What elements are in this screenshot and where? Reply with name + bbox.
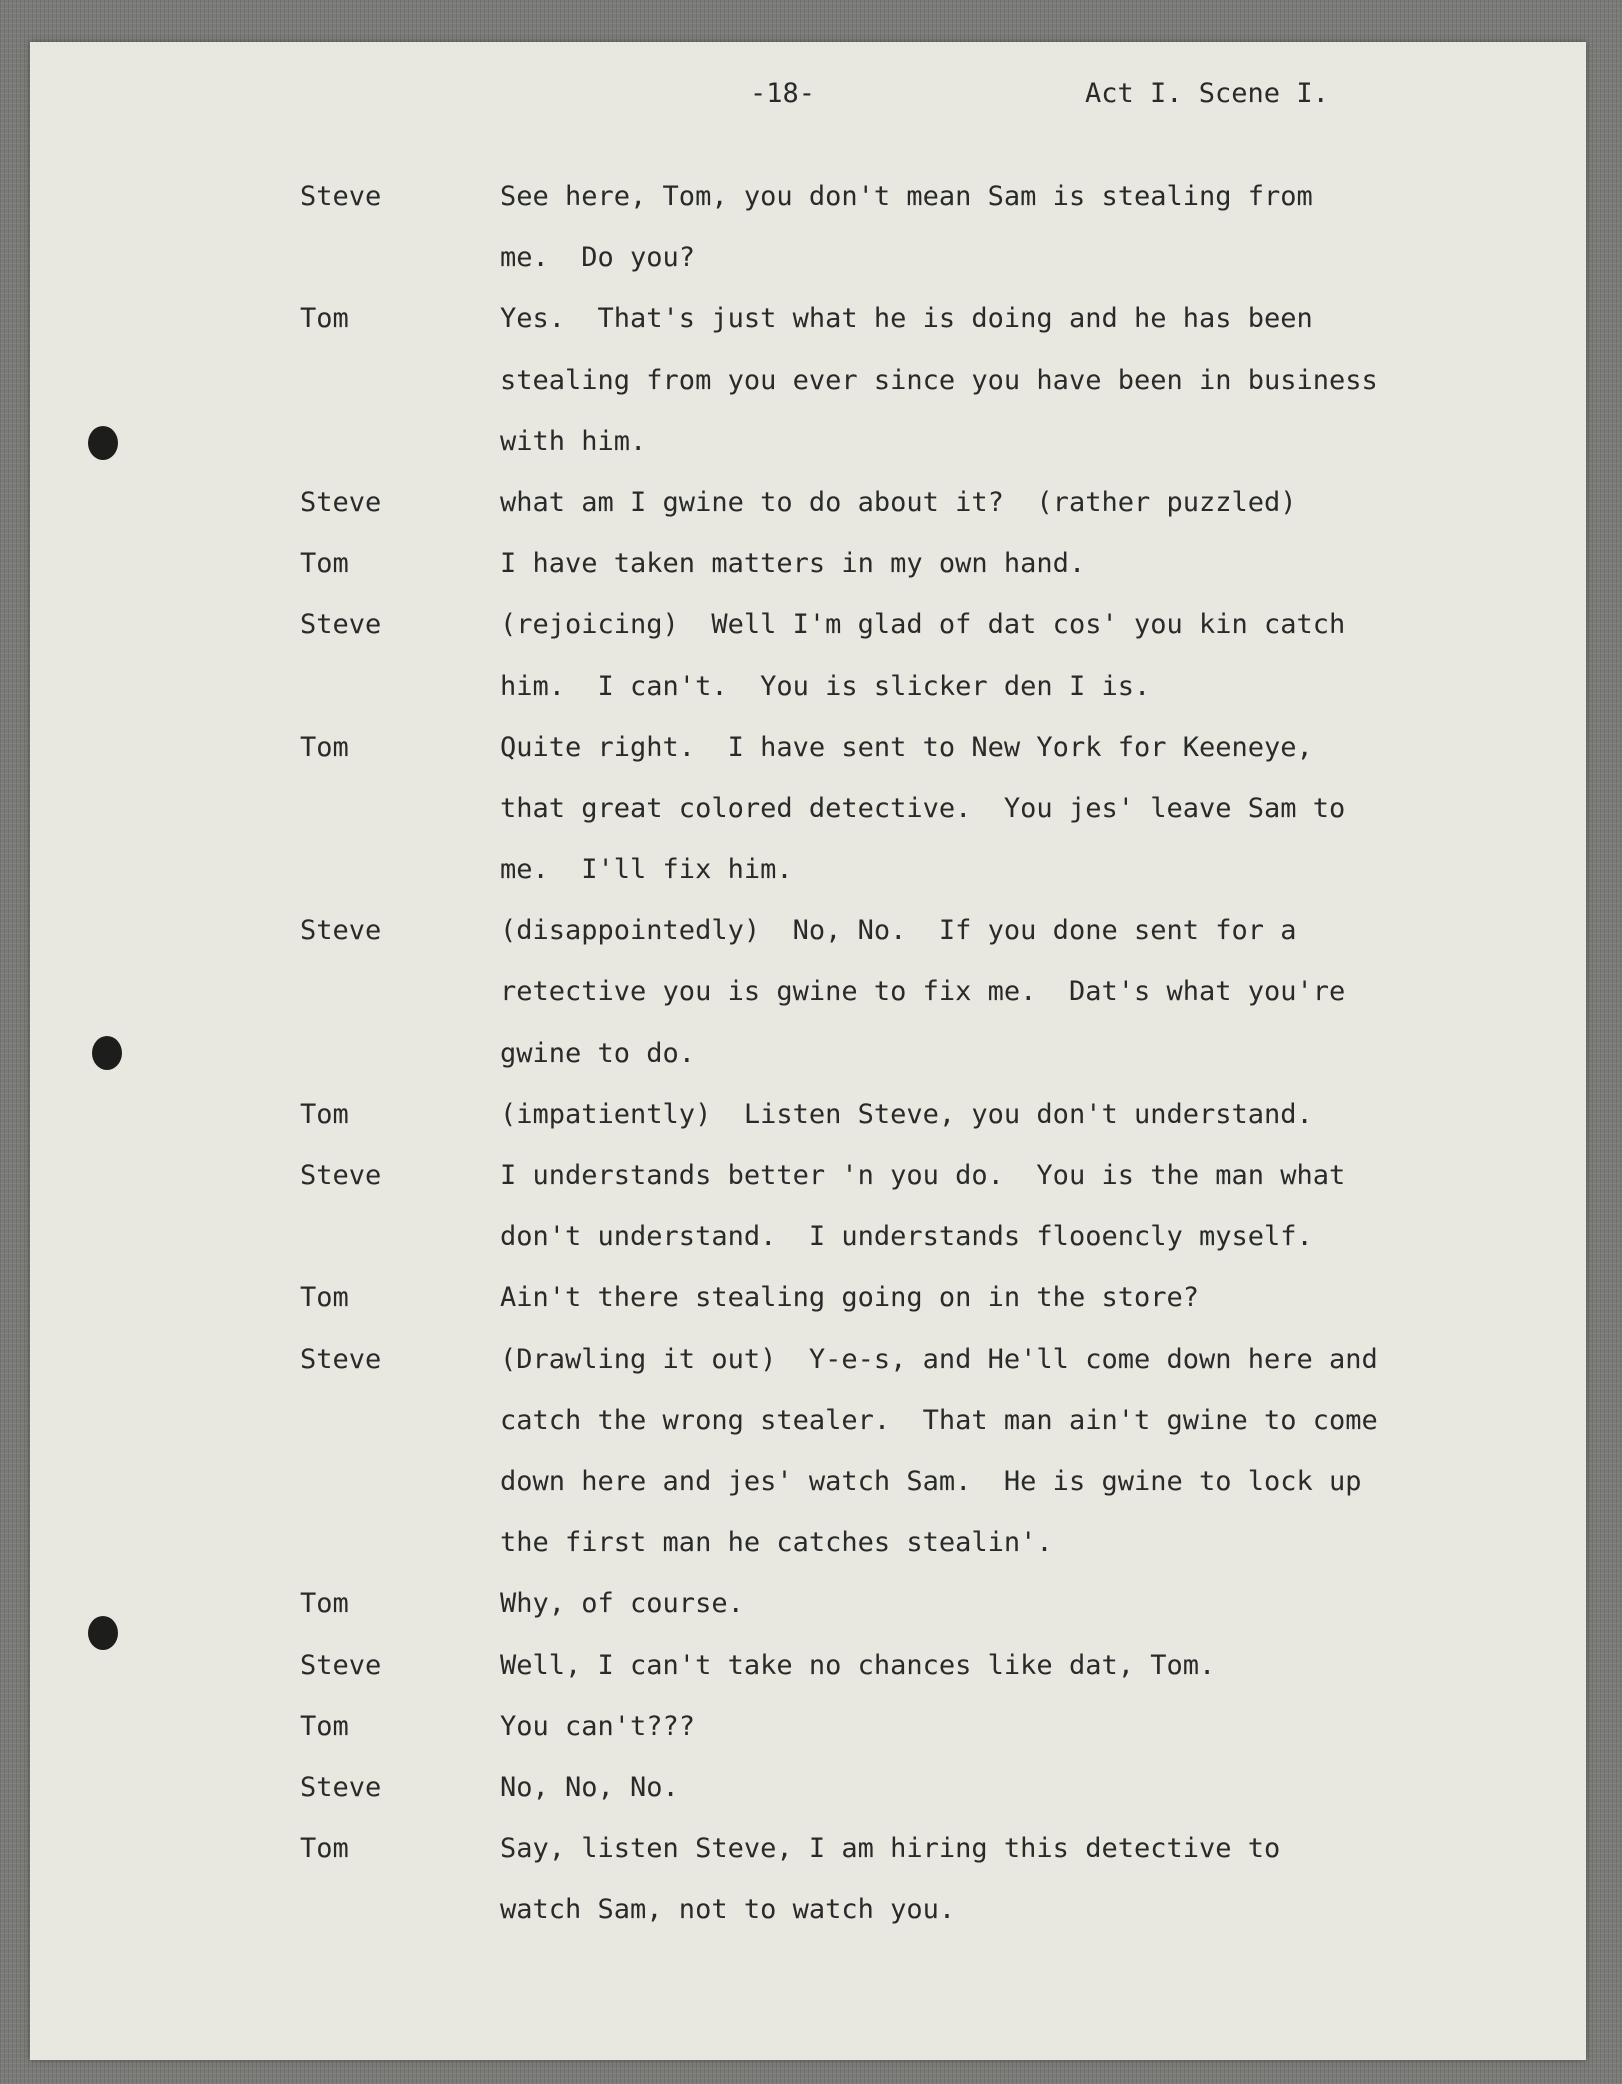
dialogue-text: (Drawling it out) Y-e-s, and He'll come down here and	[500, 1343, 1378, 1375]
dialogue-line	[30, 778, 1586, 839]
dialogue-text: (rejoicing) Well I'm glad of dat cos' you kin catch	[500, 609, 1346, 641]
dialogue-text: (disappointedly) No, No. If you done sent for a	[500, 915, 1297, 947]
dialogue-line	[30, 594, 1586, 655]
speaker-name: Steve	[300, 915, 382, 947]
dialogue-line	[30, 1390, 1586, 1451]
speaker-name: Tom	[300, 548, 349, 580]
dialogue-line	[30, 839, 1586, 900]
dialogue-text: See here, Tom, you don't mean Sam is stealing from	[500, 181, 1313, 212]
dialogue-line	[30, 1451, 1586, 1512]
dialogue-line	[30, 961, 1586, 1022]
dialogue-text: Ain't there stealing going on in the store?	[500, 1282, 1199, 1314]
dialogue-text: catch the wrong stealer. That man ain't gwine to come	[500, 1404, 1378, 1436]
speaker-name: Tom	[300, 1098, 349, 1130]
dialogue-line	[30, 1573, 1586, 1634]
speaker-name: Tom	[300, 1833, 349, 1865]
speaker-name: Tom	[300, 731, 349, 763]
dialogue-text: the first man he catches stealin'.	[500, 1527, 1053, 1559]
typescript-page	[30, 42, 1586, 2060]
speaker-name: Steve	[300, 1771, 382, 1803]
dialogue-line	[30, 1879, 1586, 1940]
dialogue-line	[30, 1818, 1586, 1879]
dialogue-text: down here and jes' watch Sam. He is gwine to lock up	[500, 1465, 1362, 1497]
dialogue-text: I understands better 'n you do. You is the man what	[500, 1160, 1346, 1191]
dialogue-line	[30, 1145, 1586, 1206]
dialogue-line	[30, 350, 1586, 411]
dialogue-text: (impatiently) Listen Steve, you don't understand.	[500, 1098, 1313, 1130]
dialogue-text: what am I gwine to do about it? (rather puzzled)	[500, 486, 1297, 518]
speaker-name: Steve	[300, 609, 382, 641]
dialogue-line	[30, 1206, 1586, 1267]
dialogue-line	[30, 717, 1586, 778]
dialogue-line	[30, 288, 1586, 349]
dialogue-text: that great colored detective. You jes' leave Sam to	[500, 792, 1346, 824]
dialogue-line	[30, 656, 1586, 717]
dialogue-line	[30, 1023, 1586, 1084]
dialogue-line	[30, 227, 1586, 288]
dialogue-line	[30, 411, 1586, 472]
dialogue-line	[30, 1267, 1586, 1328]
speaker-name: Steve	[300, 1343, 382, 1375]
page-number: -18-	[750, 78, 816, 109]
dialogue-line	[30, 533, 1586, 594]
dialogue-text: Why, of course.	[500, 1588, 744, 1620]
dialogue-text: Well, I can't take no chances like dat, Tom.	[500, 1649, 1216, 1681]
speaker-name: Tom	[300, 1710, 349, 1742]
dialogue-text: him. I can't. You is slicker den I is.	[500, 670, 1151, 702]
dialogue-text: watch Sam, not to watch you.	[500, 1894, 956, 1926]
dialogue-line	[30, 1084, 1586, 1145]
dialogue-text: No, No, No.	[500, 1771, 679, 1803]
dialogue-text: retective you is gwine to fix me. Dat's what you're	[500, 976, 1346, 1008]
dialogue-line	[30, 166, 1586, 227]
dialogue-text: with him.	[500, 425, 647, 457]
dialogue-line	[30, 900, 1586, 961]
dialogue-line	[30, 1635, 1586, 1696]
speaker-name: Tom	[300, 303, 349, 335]
dialogue-line	[30, 1329, 1586, 1390]
dialogue-text: don't understand. I understands flooencly myself.	[500, 1221, 1313, 1253]
script-dialogue	[30, 166, 1586, 1940]
dialogue-text: Say, listen Steve, I am hiring this detective to	[500, 1833, 1281, 1865]
dialogue-line	[30, 1696, 1586, 1757]
dialogue-text: I have taken matters in my own hand.	[500, 548, 1086, 580]
dialogue-text: me. I'll fix him.	[500, 854, 793, 886]
dialogue-line	[30, 1757, 1586, 1818]
dialogue-text: Quite right. I have sent to New York for Keeneye,	[500, 731, 1313, 763]
dialogue-line	[30, 472, 1586, 533]
dialogue-line	[30, 1512, 1586, 1573]
dialogue-text: gwine to do.	[500, 1037, 696, 1069]
speaker-name: Steve	[300, 1160, 382, 1191]
speaker-name: Steve	[300, 181, 382, 212]
speaker-name: Tom	[300, 1588, 349, 1620]
dialogue-text: me. Do you?	[500, 242, 696, 274]
dialogue-text: You can't???	[500, 1710, 696, 1742]
speaker-name: Tom	[300, 1282, 349, 1314]
speaker-name: Steve	[300, 486, 382, 518]
act-scene-label: Act I. Scene I.	[1085, 78, 1329, 109]
dialogue-text: Yes. That's just what he is doing and he has been	[500, 303, 1313, 335]
dialogue-text: stealing from you ever since you have been in business	[500, 364, 1378, 396]
speaker-name: Steve	[300, 1649, 382, 1681]
